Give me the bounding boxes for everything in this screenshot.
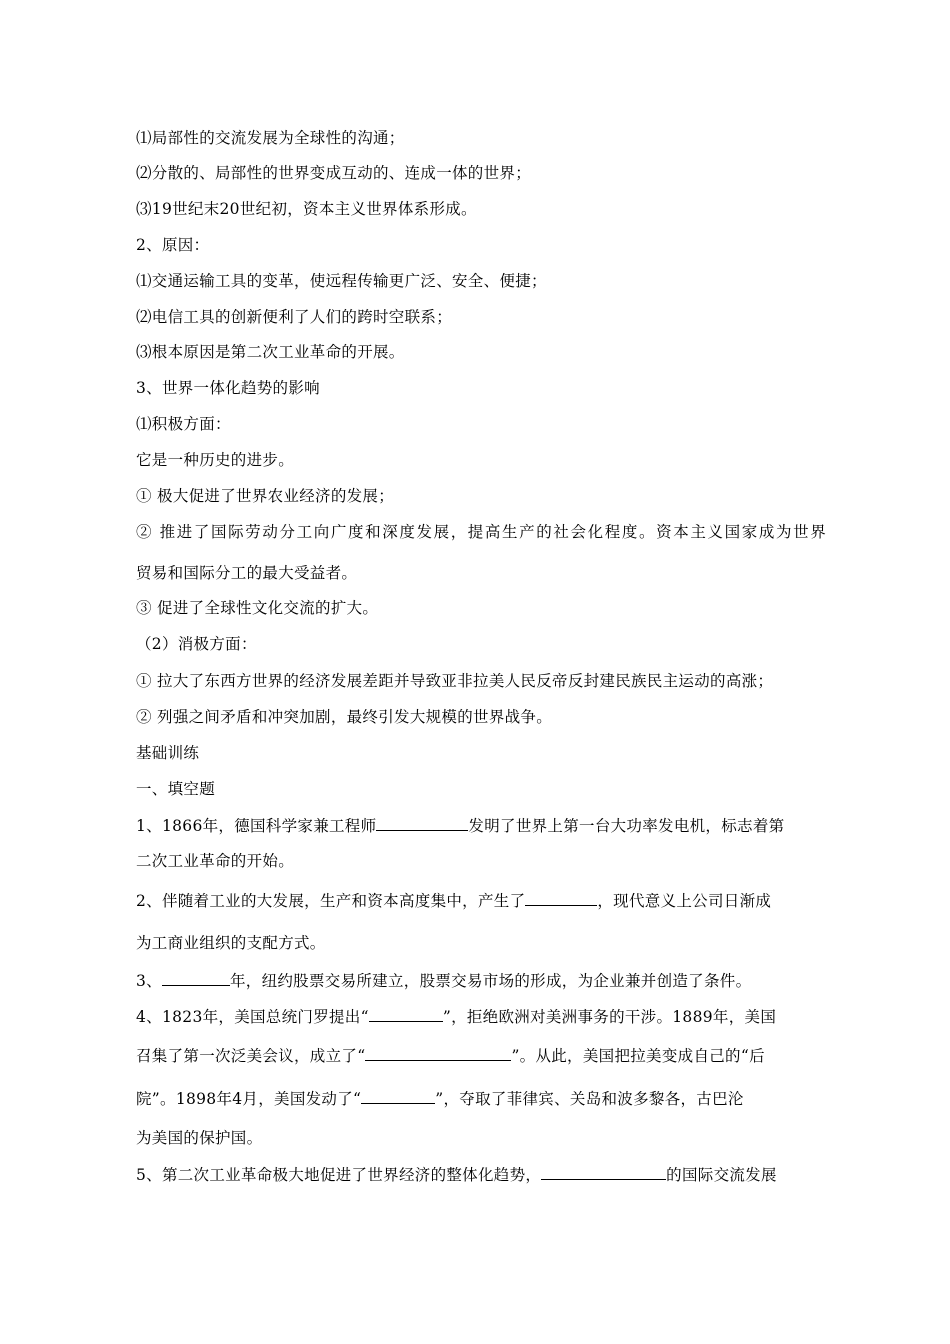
question-text: 3、: [136, 972, 162, 990]
section-heading: 一、填空题: [136, 780, 216, 798]
question-4: [136, 1006, 826, 1027]
answer-blank[interactable]: [376, 815, 468, 831]
question-3: [136, 970, 826, 991]
question-text: 发明了世界上第一台大功率发电机，标志着第: [468, 817, 785, 835]
question-5: [136, 1164, 826, 1185]
text-line: ⑵电信工具的创新便利了人们的跨时空联系；: [136, 308, 453, 326]
text-line: ⑴积极方面：: [136, 415, 231, 433]
text-line: 它是一种历史的进步。: [136, 451, 295, 469]
question-text: 2、伴随着工业的大发展，生产和资本高度集中，产生了: [136, 892, 526, 910]
text-line: 2、原因：: [136, 236, 210, 254]
question-1: [136, 815, 826, 836]
text-line: ⑶根本原因是第二次工业革命的开展。: [136, 343, 405, 361]
question-text: 召集了第一次泛美会议，成立了“: [136, 1047, 366, 1065]
text-line: ② 推进了国际劳动分工向广度和深度发展，提高生产的社会化程度。资本主义国家成为世界: [136, 523, 826, 541]
question-text: 4、1823年，美国总统门罗提出“: [136, 1008, 369, 1026]
text-line: [136, 1045, 826, 1066]
text-line: （2）消极方面：: [136, 635, 257, 653]
text-line: 贸易和国际分工的最大受益者。: [136, 564, 358, 582]
text-line: ⑵分散的、局部性的世界变成互动的、连成一体的世界；: [136, 164, 532, 182]
text-line: ② 列强之间矛盾和冲突加剧，最终引发大规模的世界战争。: [136, 708, 553, 726]
text-line: [136, 1088, 826, 1109]
answer-blank[interactable]: [369, 1006, 443, 1022]
question-text: 5、第二次工业革命极大地促进了世界经济的整体化趋势，: [136, 1166, 542, 1184]
answer-blank[interactable]: [162, 970, 230, 986]
question-text: 1、1866年，德国科学家兼工程师: [136, 817, 377, 835]
answer-blank[interactable]: [541, 1164, 666, 1180]
section-heading: 3、世界一体化趋势的影响: [136, 379, 320, 397]
text-line: ① 极大促进了世界农业经济的发展；: [136, 487, 395, 505]
text-line: ⑴交通运输工具的变革，使远程传输更广泛、安全、便捷；: [136, 272, 547, 290]
question-text: ”。从此，美国把拉美变成自己的“后: [511, 1047, 765, 1065]
question-2: [136, 890, 826, 911]
answer-blank[interactable]: [361, 1088, 435, 1104]
text-line: 为工商业组织的支配方式。: [136, 934, 326, 952]
question-text: 年，纽约股票交易所建立，股票交易市场的形成，为企业兼并创造了条件。: [229, 972, 752, 990]
text-line: ③ 促进了全球性文化交流的扩大。: [136, 599, 379, 617]
question-text: ”，夺取了菲律宾、关岛和波多黎各，古巴沦: [435, 1090, 744, 1108]
question-text: 院”。1898年4月，美国发动了“: [136, 1090, 362, 1108]
text-line: 为美国的保护国。: [136, 1129, 263, 1147]
section-heading: 基础训练: [136, 744, 200, 762]
answer-blank[interactable]: [365, 1045, 511, 1061]
question-text: ”，拒绝欧洲对美洲事务的干涉。1889年，美国: [442, 1008, 777, 1026]
text-line: ① 拉大了东西方世界的经济发展差距并导致亚非拉美人民反帝反封建民族民主运动的高涨；: [136, 672, 774, 690]
question-text: 的国际交流发展: [666, 1166, 777, 1184]
text-line: ⑴局部性的交流发展为全球性的沟通；: [136, 129, 405, 147]
text-line: 二次工业革命的开始。: [136, 852, 295, 870]
question-text: ，现代意义上公司日渐成: [597, 892, 772, 910]
text-line: ⑶19世纪末20世纪初，资本主义世界体系形成。: [136, 200, 477, 218]
answer-blank[interactable]: [525, 890, 597, 906]
